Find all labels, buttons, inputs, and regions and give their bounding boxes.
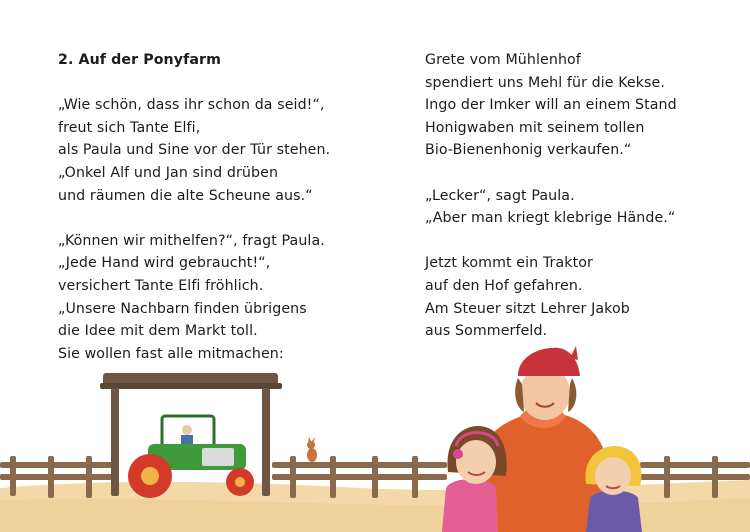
text-line: spendiert uns Mehl für die Kekse. (425, 74, 665, 91)
text-line: Grete vom Mühlenhof (425, 52, 581, 68)
text-line: auf den Hof gefahren. (425, 277, 583, 294)
text-line: aus Sommerfeld. (425, 323, 548, 340)
farm-gate (100, 373, 282, 496)
cat (307, 437, 317, 462)
paragraph-gap (425, 162, 735, 185)
paragraph-gap (425, 230, 735, 253)
text-line: und räumen die alte Scheune aus.“ (58, 187, 313, 204)
text-line: als Paula und Sine vor der Tür stehen. (58, 142, 331, 159)
text-line: „Unsere Nachbarn finden übrigens (58, 300, 307, 317)
text-line: „Können wir mithelfen?“, fragt Paula. (58, 232, 325, 249)
text-line: versichert Tante Elfi fröhlich. (58, 277, 264, 294)
text-line: freut sich Tante Elfi, (58, 119, 201, 136)
text-line: Bio-Bienenhonig verkaufen.“ (425, 142, 632, 159)
text-line: Am Steuer sitzt Lehrer Jakob (425, 300, 630, 317)
text-line: „Jede Hand wird gebraucht!“, (58, 255, 271, 272)
chapter-heading: 2. Auf der Ponyfarm (58, 52, 222, 68)
text-line: Sie wollen fast alle mitmachen: (58, 345, 284, 362)
left-text-column (58, 49, 388, 365)
text-line: „Lecker“, sagt Paula. (425, 187, 575, 204)
paragraph-gap (58, 207, 388, 230)
text-line: Honigwaben mit seinem tollen (425, 119, 645, 136)
text-line: „Onkel Alf und Jan sind drüben (58, 164, 279, 181)
text-line: Jetzt kommt ein Traktor (425, 255, 593, 272)
text-line: die Idee mit dem Markt toll. (58, 323, 258, 340)
text-line: „Wie schön, dass ihr schon da seid!“, (58, 97, 325, 114)
paragraph-gap (58, 72, 388, 95)
text-line: Ingo der Imker will an einem Stand (425, 97, 677, 114)
farm-illustration (0, 340, 750, 532)
text-line: „Aber man kriegt klebrige Hände.“ (425, 210, 676, 227)
right-text-column (425, 49, 735, 343)
